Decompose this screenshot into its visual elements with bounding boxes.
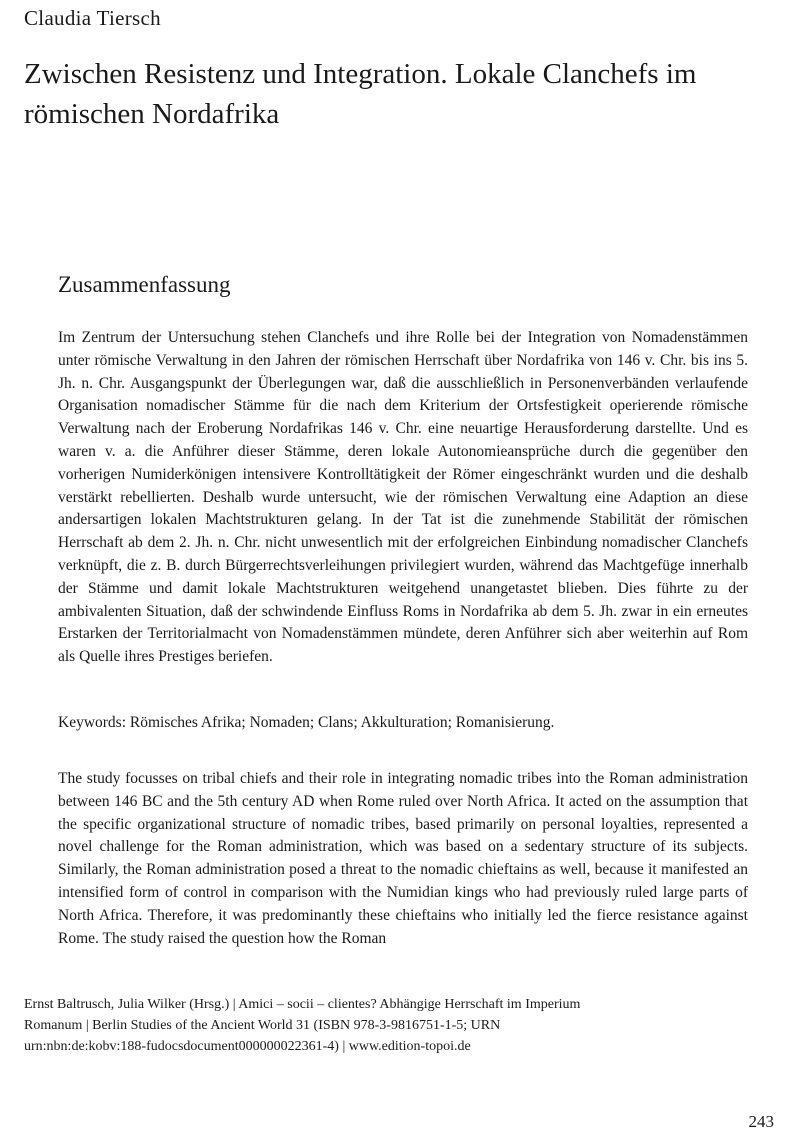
abstract-english: The study focusses on tribal chiefs and their role in integrating nomadic tribes into the Roman administration between 146 BC and the 5th century AD when Rome ruled over North Africa. It acted on the assumption that the specific organizational structure of nomadic tribes, based primarily on personal loyalties, represented a novel challenge for the Roman administration, which was based on a sedentary structure of its subjects. Similarly, the Roman administration posed a threat to the nomadic chieftains as well, because it manifested an intensified form of control in comparison with the Numidian kings who had previously ruled large parts of North Africa. Therefore, it was predominantly these chieftains who initially led the fierce resistance against Rome. The study raised the question how the Roman bbox=[58, 770, 748, 947]
keywords: Keywords: Römisches Afrika; Nomaden; Clans; Akkulturation; Romanisierung. bbox=[58, 714, 555, 731]
abstract-german: Im Zentrum der Untersuchung stehen Clanchefs und ihre Rolle bei der Integration von Nomadenstämmen unter römische Verwaltung in den Jahren der römischen Herrschaft über Nordafrika von 146 v. Chr. bis ins 5. Jh. n. Chr. Ausgangspunkt der Überlegungen war, daß die ausschließlich in Personenverbänden verlaufende Organisation nomadischer Stämme für die nach dem Kriterium der Ortsfestigkeit operierende römische Verwaltung nach der Eroberung Nordafrikas 146 v. Chr. eine neuartige Herausforderung darstellte. Und es waren v. a. die Anführer dieser Stämme, deren lokale Autonomieansprüche durch die gegenüber den vorherigen Numiderkönigen intensivere Kontrolltätigkeit der Römer eingeschränkt wurden und die deshalb verstärkt rebellierten. Deshalb wurde untersucht, wie der römischen Verwaltung eine Adaption an diese andersartigen lokalen Machtstrukturen gelang. In der Tat ist die zunehmende Stabilität der römischen Herrschaft ab dem 2. Jh. n. Chr. nicht unwesentlich mit der erfolgreichen Einbindung nomadischer Clanchefs verknüpft, die z. B. durch Bürgerrechtsverleihungen privilegiert wurden, während das Machtgefüge innerhalb der Stämme und damit lokale Machtstrukturen weitgehend unangetastet blieben. Dies führte zu der ambivalenten Situation, daß der schwindende Einfluss Roms in Nordafrika ab dem 5. Jh. zwar in ein erneutes Erstarken der Territorialmacht von Nomadenstämmen mündete, deren Anführer sich aber weiterhin auf Rom als Quelle ihres Prestiges beriefen. bbox=[58, 329, 748, 666]
article-title: Zwischen Resistenz und Integration. Lokale Clanchefs im römischen Nordafrika bbox=[24, 58, 697, 130]
citation-footer: Ernst Baltrusch, Julia Wilker (Hrsg.) | Amici – socii – clientes? Abhängige Herrschaft im Imperium Romanum | Berlin Studies of the Ancient World 31 (ISBN 978-3-9816751-1-5; URN urn:nbn:de:kobv:188-fudocsdocument000000022361-4) | www.edition-topoi.de bbox=[24, 997, 581, 1054]
author-name: Claudia Tiersch bbox=[24, 6, 161, 30]
page-number: 243 bbox=[748, 1112, 774, 1131]
abstract-heading: Zusammenfassung bbox=[58, 272, 231, 297]
